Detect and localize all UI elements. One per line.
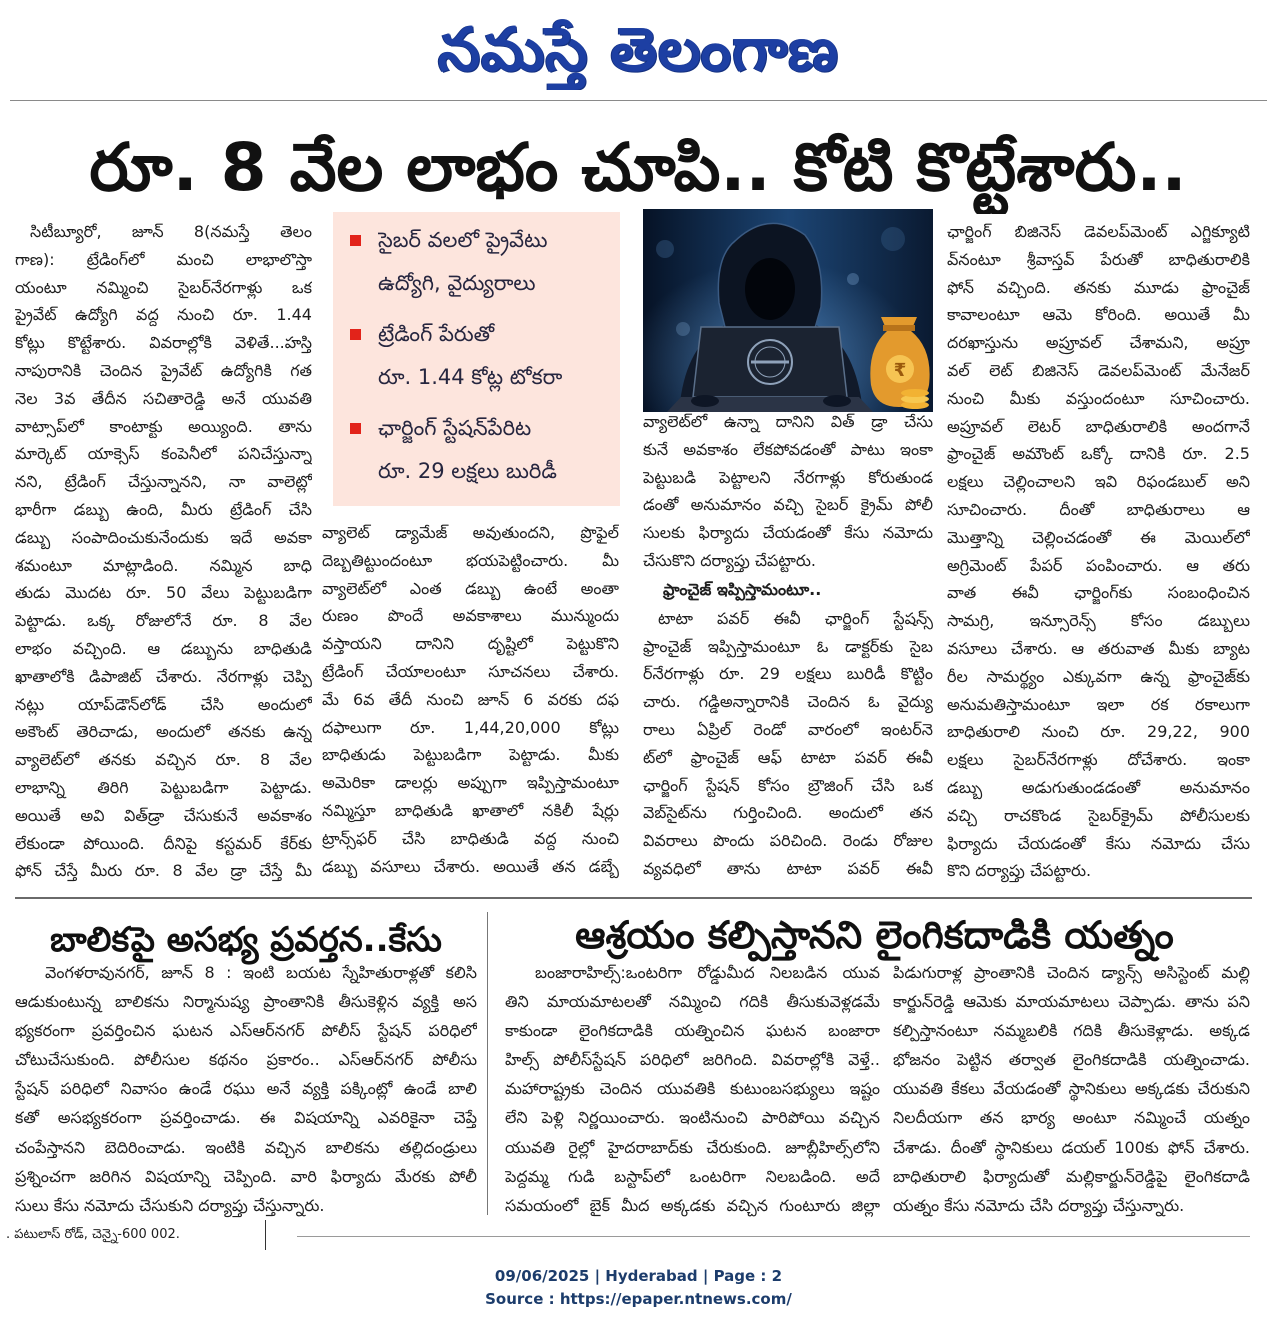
article-text-line: అప్రూవల్ లెటర్ బాధితురాలికి అందగానే xyxy=(947,416,1250,436)
article-text-line: బాధితుడు పెట్టుబడిగా పెట్టాడు. మీకు xyxy=(322,745,619,765)
highlight-line: రూ. 1.44 కోట్ల టోకరా xyxy=(378,365,563,389)
article-text-line: పెద్దమ్మ గుడి బస్టాప్‌లో ఒంటరిగా నిలబడింది. అదే xyxy=(505,1166,880,1186)
article-text-line: హిల్స్ పోలీస్‌స్టేషన్ పరిధిలో జరిగింది. వివరాల్లోకి వెళ్తే.. xyxy=(505,1050,880,1070)
left-story-headline: బాలికపై అసభ్య ప్రవర్తన..కేసు xyxy=(50,920,442,960)
article-text-line: రాలు ఏప్రిల్ రెండో వారంలో ఇంటర్‌నె xyxy=(643,719,933,739)
article-text-line: రుణం పొందే అవకాశాలు మున్ముందు xyxy=(322,606,619,626)
highlight-line: సైబర్ వలలో ప్రైవేటు xyxy=(378,228,548,252)
article-text-line: యువతి కేకలు వేయడంతో స్థానికులు అక్కడకు చేరుకుని xyxy=(893,1079,1250,1099)
rupee-symbol: ₹ xyxy=(893,360,907,381)
highlight-item xyxy=(333,313,620,399)
article-text-line: వ్యాలెట్‌లో ఉన్నా దానిని విత్ డ్రా చేసు xyxy=(643,412,933,431)
article-text-line: డబ్బు వసూలు చేశారు. అయితే తన డబ్బే xyxy=(322,856,619,876)
article-text-line: ఫిర్యాదు చేయడంతో కేసు నమోదు చేసు xyxy=(947,833,1250,853)
article-text-line: బంజారాహిల్స్:ఒంటరిగా రోడ్డుమీద నిలబడిన యువ xyxy=(535,963,880,982)
article-text-line: కతో అసభ్యకరంగా ప్రవర్తించాడు. ఈ విషయాన్ని ఎవరికైనా చెప్తే xyxy=(15,1108,477,1128)
article-text-line: అగ్రిమెంట్ పేపర్ పంపించారు. ఆ తరు xyxy=(947,555,1250,575)
left-story-body xyxy=(15,958,477,1222)
article-text-line: ఫోన్ వచ్చింది. తనకు మూడు ఫ్రాంచైజ్ xyxy=(947,277,1250,297)
article-text-line: ట్రాన్స్‌ఫర్ చేసి బాధితుడి వద్ద నుంచి xyxy=(322,828,619,848)
article-text-line: వాట్సాప్‌లో కాంటాక్టు అయ్యింది. తాను xyxy=(15,416,312,436)
article-text-line: ఫ్రాంచైజ్ ఇప్పిస్తామంటూ ఓ డాక్టర్‌కు సైబ xyxy=(643,636,933,656)
bottom-clip-rule xyxy=(297,1236,1250,1237)
coin-stack-icon xyxy=(901,389,929,409)
article-text-line: నాపురానికి చెందిన ప్రైవేట్ ఉద్యోగికి గత xyxy=(15,360,312,380)
article-text-line: వెబ్‌సైట్‌ను గుర్తించింది. అందులో తన xyxy=(643,803,933,823)
article-text-line: భారీగా డబ్బు ఉంది, మీరు ట్రేడింగ్ చేసి xyxy=(15,499,312,519)
article-text-line: అకౌంట్ తెరిచాడు, అందులో తనకు ఉన్న xyxy=(15,722,312,742)
masthead-divider xyxy=(10,100,1267,101)
article-text-line: వల్ లెట్ బిజినెస్ డెవలప్‌మెంట్ మేనేజర్ xyxy=(947,360,1250,380)
article-text-line: యువతి రైల్లో హైదరాబాద్‌కు చేరుకుంది. జూబ్లీహిల్స్‌లోని xyxy=(505,1137,880,1157)
bullet-square-icon xyxy=(350,423,361,434)
article-text-line: తిని మాయమాటలతో నమ్మించి గదికి తీసుకువెళ్లడమే xyxy=(505,992,880,1012)
article-text-line: కొని దర్యాప్తు చేపట్టారు. xyxy=(947,861,1092,881)
article-text-line: కునే అవకాశం లేకపోవడంతో పాటు ఇంకా xyxy=(643,439,933,459)
highlight-item xyxy=(333,219,620,305)
article-text-line: మహారాష్ట్రకు చెందిన యువతికి కుటుంబసభ్యులు ఇష్టం xyxy=(505,1079,880,1099)
story-column-divider xyxy=(487,912,488,1215)
highlight-line: ఛార్జింగ్ స్టేషన్‌పేరిట xyxy=(378,416,532,440)
article-text-line: మే 6వ తేదీ నుంచి జూన్ 6 వరకు దఫ xyxy=(322,689,619,709)
article-text-line: దఫాలుగా రూ. 1,44,20,000 కోట్లు xyxy=(322,717,619,737)
main-article-column-1 xyxy=(15,218,312,888)
right-story-column-1 xyxy=(505,958,880,1222)
source-url: Source : https://epaper.ntnews.com/ xyxy=(485,1290,792,1308)
article-text-line: ఫ్రాంచైజ్ అమౌంట్ ఒక్కో దానికి రూ. 2.5 xyxy=(947,444,1250,464)
article-text-line: బాధితురాలి నుంచి రూ. 29,22, 900 xyxy=(947,722,1250,742)
article-text-line: కోట్లు కొట్టేశారు. వివరాల్లోకి వెళితే...హస్తి xyxy=(15,333,312,353)
article-text-line: కల్పిస్తానంటూ నమ్మబలికి గదికి తీసుకెళ్లాడు. అక్కడ xyxy=(893,1021,1250,1041)
article-text-line: లక్షలు సైబర్‌నేరగాళ్లు దోచేశారు. ఇంకా xyxy=(947,750,1250,770)
article-text-line: లేకుండా పోయింది. దీనిపై కస్టమర్ కేర్‌కు xyxy=(15,833,312,853)
article-text-line: ప్రశ్నించగా జరిగిన విషయాన్ని చెప్పింది. వారి ఫిర్యాదు మేరకు పోలీ xyxy=(15,1166,477,1186)
article-text-line: లక్షలు చెల్లించాలని ఇవి రిఫండబుల్ అని xyxy=(947,472,1250,492)
article-text-line: గాణ): ట్రేడింగ్‌లో మంచి లాభాలొస్తా xyxy=(15,249,312,269)
article-text-line: నిలదీయగా తన భార్య అంటూ నమ్మించే యత్నం xyxy=(893,1108,1250,1128)
article-text-line: ఆడుకుంటున్న బాలికను నిర్మానుష్య ప్రాంతానికి తీసుకెళ్లిన వ్యక్తి అస xyxy=(15,992,477,1012)
article-text-line: సూచించారు. దీంతో బాధితురాలు ఆ xyxy=(947,499,1250,519)
highlight-item xyxy=(333,407,620,493)
highlight-line: రూ. 29 లక్షలు బురిడీ xyxy=(378,459,557,483)
main-article-column-4 xyxy=(947,218,1250,888)
article-text-line: తుడు మొదట రూ. 50 వేలు పెట్టుబడిగా xyxy=(15,583,312,603)
article-text-line: వ్‌నంటూ శ్రీవాస్తవ్ పేరుతో బాధితురాలికి xyxy=(947,249,1250,269)
right-story-column-2 xyxy=(893,958,1250,1222)
article-text-line: యత్నం కేసు నమోదు చేసి దర్యాప్తు చేస్తున్నారు. xyxy=(893,1195,1185,1215)
article-text-line: రీల సామర్థ్యం ఎక్కువగా ఉన్న ఫ్రాంచైజ్‌కు xyxy=(947,666,1250,686)
article-text-line: భ్యకరంగా ప్రవర్తించిన ఘటన ఎస్ఆర్‌నగర్ పోలీస్ స్టేషన్ పరిధిలో xyxy=(15,1021,477,1041)
main-article-column-3 xyxy=(643,408,933,888)
section-divider xyxy=(15,897,1252,899)
article-text-line: దెబ్బతిట్టుందంటూ భయపెట్టించారు. మీ xyxy=(322,550,619,570)
article-text-line: అయితే అవి విత్‌డ్రా చేసుకునే అవకాశం xyxy=(15,805,312,825)
article-text-line: కాకుండా లైంగికదాడికి యత్నించిన ఘటన బంజారా xyxy=(505,1021,880,1041)
article-text-line: పెట్టాడు. ఒక్క రోజులోనే రూ. 8 వేల xyxy=(15,611,312,631)
article-text-line: వచ్చి రాచకొండ సైబర్‌క్రైమ్ పోలీసులకు xyxy=(947,805,1250,825)
article-text-line: డబ్బు సంపాదించుకునేందుకు ఇదే అవకా xyxy=(15,527,312,547)
article-text-line: వ్యాలెట్‌లో ఎంత డబ్బు ఉంటే అంతా xyxy=(322,578,619,598)
article-text-line: వెంగళరావునగర్, జూన్ 8 : ఇంటి బయట స్నేహితురాళ్లతో కలిసి xyxy=(45,963,477,982)
article-text-line: ఖాతాలోకి డిపాజిట్ చేశారు. నేరగాళ్లు చెప్పి xyxy=(15,666,312,686)
article-text-line: సమయంలో బైక్ మీద అక్కడకు వచ్చిన గుంటూరు జిల్లా xyxy=(505,1195,880,1215)
article-text-line: చంపేస్తానని బెదిరించాడు. ఇంటికి వచ్చిన బాలికను తల్లిదండ్రులు xyxy=(15,1137,477,1157)
article-text-line: ఛార్జింగ్ బిజినెస్ డెవలప్‌మెంట్ ఎగ్జిక్యూటి xyxy=(947,222,1250,241)
article-text-line: డంతో అనుమానం వచ్చి సైబర్ క్రైమ్ పోలీ xyxy=(643,495,933,515)
masthead-logo: నమస్తే తెలంగాణ xyxy=(437,15,840,85)
article-subheading: ఫ్రాంచైజ్ ఇప్పిస్తామంటూ.. xyxy=(663,579,822,599)
article-text-line: వివరాలు పొందు పరిచింది. రెండు రోజుల xyxy=(643,831,933,851)
article-text-line: ట్రేడింగ్ చేయాలంటూ సూచనలు చేశారు. xyxy=(322,661,619,681)
article-text-line: సులు కేసు నమోదు చేసుకుని దర్యాప్తు చేస్తున్నారు. xyxy=(15,1195,325,1215)
article-text-line: వస్తాయని దానిని దృష్టిలో పెట్టుకొని xyxy=(322,634,619,654)
article-text-line: లాభాన్ని తిరిగి పెట్టుబడిగా పెట్టాడు. xyxy=(15,777,312,797)
highlight-line: ట్రేడింగ్ పేరుతో xyxy=(378,322,495,346)
article-text-line: వ్యవధిలో తాను టాటా పవర్ ఈవీ xyxy=(643,858,933,878)
article-text-line: శమంటూ మాట్లాడింది. నమ్మిన బాధి xyxy=(15,555,312,575)
article-text-line: భోజనం పెట్టిన తర్వాత లైంగికదాడికి యత్నించాడు. xyxy=(893,1050,1250,1070)
article-text-line: దరఖాస్తును అప్రూవల్ చేశామని, అప్రూ xyxy=(947,333,1250,353)
clipped-address-fragment: . పటులాస్ రోడ్, చెన్నై-600 002. xyxy=(0,1220,266,1250)
article-text-line: వ్యాలెట్ డ్యామేజ్ అవుతుందని, ప్రొఫైల్ xyxy=(322,523,619,542)
bullet-square-icon xyxy=(350,235,361,246)
article-text-line: డబ్బు అడుగుతుండడంతో అనుమానం xyxy=(947,777,1250,797)
article-text-line: సిటీబ్యూరో, జూన్ 8(నమస్తే తెలం xyxy=(30,222,312,241)
article-text-line: నుంచి మీకు వస్తుందంటూ సూచించారు. xyxy=(947,388,1250,408)
hacker-face-shadow xyxy=(745,258,795,320)
article-text-line: అమెరికా డాలర్లు అప్పుగా ఇప్పిస్తామంటూ xyxy=(322,773,619,793)
main-article-column-2 xyxy=(322,519,619,885)
article-text-line: స్టేషన్ పరిధిలో నివాసం ఉండే రఘు అనే వ్యక్తి పక్కింట్లో ఉండే బాలి xyxy=(15,1079,477,1099)
article-text-line: సామగ్రి, ఇన్సూరెన్స్ కోసం డబ్బులు xyxy=(947,611,1250,631)
edition-info: 09/06/2025 | Hyderabad | Page : 2 xyxy=(494,1267,783,1285)
article-text-line: యంటూ నమ్మించి సైబర్‌నేరగాళ్లు ఒక xyxy=(15,277,312,297)
article-text-line: ప్రైవేట్ ఉద్యోగి వద్ద నుంచి రూ. 1.44 xyxy=(15,305,312,325)
article-text-line: ఛార్జింగ్ స్టేషన్ కోసం బ్రౌజింగ్ చేసి ఒక xyxy=(643,775,933,795)
article-text-line: పెట్టుబడి పెట్టాలని నేరగాళ్లు కోరుతుండ xyxy=(643,467,933,487)
article-text-line: చారు. గడ్డిఅన్నారానికి చెందిన ఓ వైద్యు xyxy=(643,692,933,712)
article-text-line: మొత్తాన్ని చెల్లించడంతో ఈ మెయిల్‌లో xyxy=(947,527,1250,547)
article-text-line: అనుమతిస్తామంటూ ఇలా రక రకాలుగా xyxy=(947,694,1250,714)
hacker-right-hand xyxy=(823,395,851,407)
article-text-line: ర్‌నేరగాళ్లు రూ. 29 లక్షలు బురిడీ కొట్టిం xyxy=(643,664,933,684)
article-text-line: బాధితురాలి ఫిర్యాదుతో మల్లికార్జున్‌రెడ్డిపై లైంగికదాడి xyxy=(893,1166,1250,1186)
article-text-line: లాభం వచ్చింది. ఆ డబ్బును బాధితుడి xyxy=(15,638,312,658)
article-text-line: సులకు ఫిర్యాదు చేయడంతో కేసు నమోదు xyxy=(643,523,933,543)
article-text-line: నమ్మిస్తూ బాధితుడి ఖాతాలో నకిలీ షేర్లు xyxy=(322,800,619,820)
main-headline: రూ. 8 వేల లాభం చూపి.. కోటి కొట్టేశారు.. xyxy=(89,129,1187,206)
article-text-line: నని, ట్రేడింగ్ చేస్తున్నానని, నా వాలెట్లో xyxy=(15,472,312,492)
article-text-line: లేని పెళ్లి నిర్ణయించారు. ఇంటినుంచి పారిపోయి వచ్చిన xyxy=(505,1108,880,1128)
article-text-line: పిడుగురాళ్ల ప్రాంతానికి చెందిన డ్యాన్స్ అసిస్టెంట్ మల్లి xyxy=(893,963,1250,982)
article-text-line: చోటుచేసుకుంది. పోలీసుల కథనం ప్రకారం.. ఎస్ఆర్‌నగర్ పోలీసు xyxy=(15,1050,477,1070)
article-text-line: ఫోన్ చేస్తే మీరు రూ. 8 వేల డ్రా చేస్తే మీ xyxy=(15,861,312,881)
bullet-square-icon xyxy=(350,329,361,340)
right-story-headline: ఆశ్రయం కల్పిస్తానని లైంగికదాడికి యత్నం xyxy=(575,913,1174,957)
article-text-line: చేసుకొని దర్యాప్తు చేపట్టారు. xyxy=(643,550,817,570)
article-text-line: వసూలు చేశారు. ఆ తరువాత మీకు బ్యాట xyxy=(947,638,1250,658)
article-text-line: కార్జున్‌రెడ్డి ఆమెకు మాయమాటలు చెప్పాడు. తాను పని xyxy=(893,992,1250,1012)
article-text-line: కావాలంటూ ఆమె కోరింది. అయితే మీ xyxy=(947,305,1250,325)
article-text-line: చేశాడు. దీంతో స్థానికులు డయల్ 100కు ఫోన్ చేశారు. xyxy=(893,1137,1250,1157)
article-text-line: టాటా పవర్ ఈవీ ఛార్జింగ్ స్టేషన్స్ xyxy=(658,608,933,628)
highlights-box xyxy=(333,212,620,506)
article-text-line: ట్‌లో ఫ్రాంచైజ్ ఆఫ్ టాటా పవర్ ఈవీ xyxy=(643,747,933,767)
hacker-laptop-photo xyxy=(643,209,933,412)
article-text-line: వాత ఈవీ ఛార్జింగ్‌కు సంబంధించిన xyxy=(947,583,1250,603)
hacker-left-hand xyxy=(691,395,719,407)
article-text-line: నెల 3వ తేదీన సచితారెడ్డి అనే యువతి xyxy=(15,388,312,408)
highlight-line: ఉద్యోగి, వైద్యురాలు xyxy=(378,271,536,295)
article-text-line: వ్యాలెట్‌లో తనకు వచ్చిన రూ. 8 వేల xyxy=(15,750,312,770)
article-text-line: నట్లు యాప్‌డౌన్‌లోడ్ చేసి అందులో xyxy=(15,694,312,714)
hacker-illustration xyxy=(643,209,933,412)
article-text-line: మార్కెట్ యాక్సెస్ కంపెనీలో పనిచేస్తున్నా xyxy=(15,444,312,464)
